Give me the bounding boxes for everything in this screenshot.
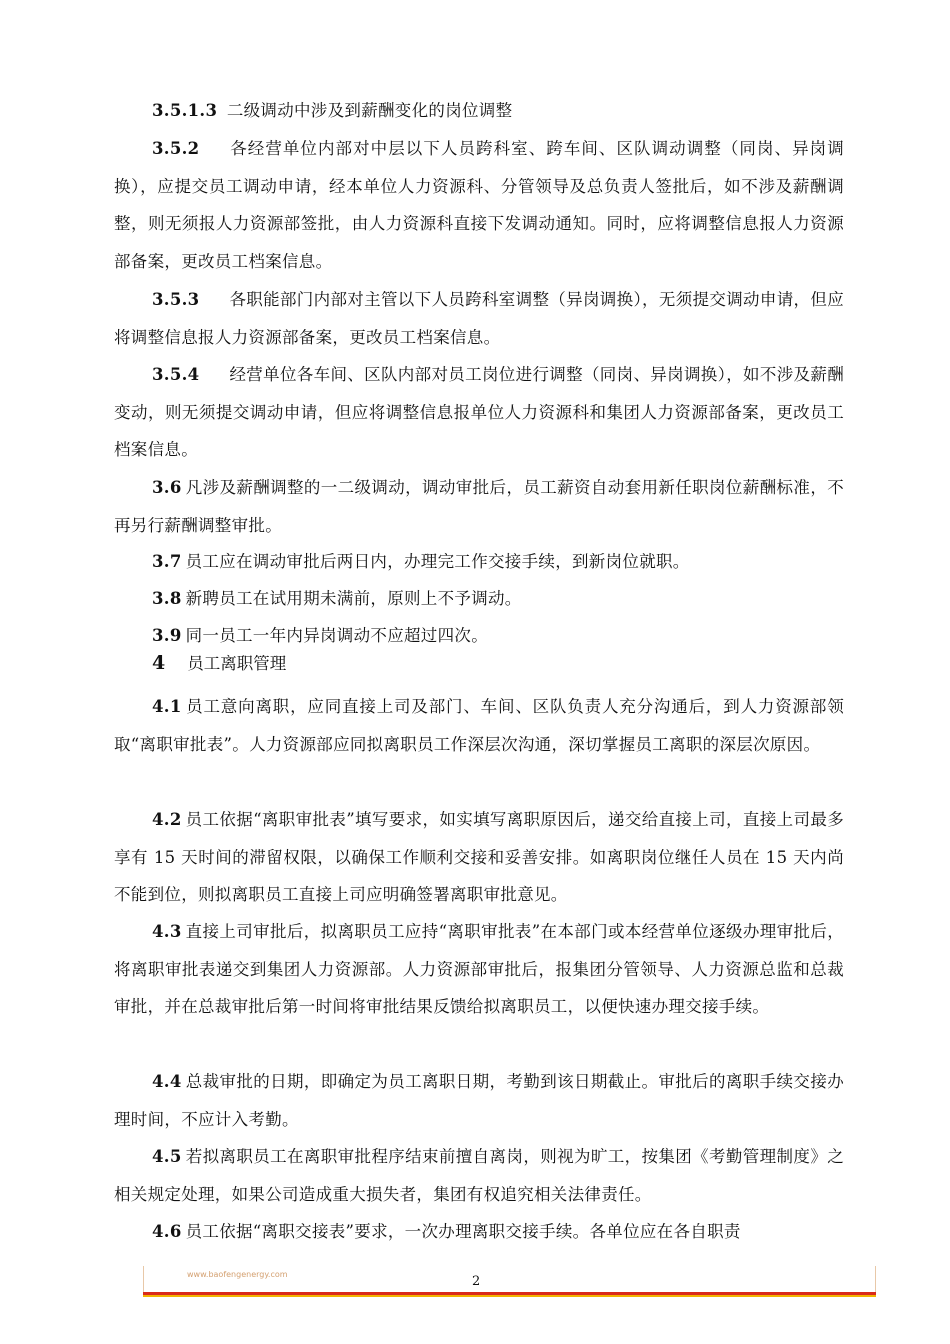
clause-3-8	[114, 580, 844, 618]
clause-number: 3.7	[152, 552, 182, 571]
clause-text: 总裁审批的日期，即确定为员工离职日期，考勤到该日期截止。审批后的离职手续交接办理时间，不应计入考勤。	[114, 1072, 844, 1129]
clause-text: 经营单位各车间、区队内部对员工岗位进行调整（同岗、异岗调换），如不涉及薪酬变动，则无须提交调动申请，但应将调整信息报单位人力资源科和集团人力资源部备案，更改员工档案信息。	[114, 365, 844, 459]
clause-text: 若拟离职员工在离职审批程序结束前擅自离岗，则视为旷工，按集团《考勤管理制度》之相关规定处理，如果公司造成重大损失者，集团有权追究相关法律责任。	[114, 1147, 844, 1204]
clause-number: 4.4	[152, 1072, 182, 1091]
clause-4-5	[114, 1138, 844, 1213]
clause-number: 3.5.3	[152, 290, 200, 309]
footer-divider	[143, 1266, 144, 1292]
clause-4-3	[114, 913, 844, 1026]
clause-4-4	[114, 1063, 844, 1138]
section-heading	[152, 648, 286, 679]
clause-number: 4.5	[152, 1147, 182, 1166]
page-number: 2	[472, 1274, 481, 1289]
clause-4-2	[114, 801, 844, 914]
clause-number: 3.5.2	[152, 139, 200, 158]
footer-rule-orange	[143, 1295, 876, 1297]
clause-text: 员工意向离职，应同直接上司及部门、车间、区队负责人充分沟通后，到人力资源部领取“离职审批表”。人力资源部应同拟离职员工作深层次沟通，深切掌握员工离职的深层次原因。	[114, 697, 844, 754]
clause-text: 新聘员工在试用期未满前，原则上不予调动。	[185, 589, 522, 608]
clause-number: 4.3	[152, 922, 182, 941]
section-title: 员工离职管理	[187, 654, 287, 673]
clause-number: 3.6	[152, 478, 182, 497]
footer-website: www.baofengenergy.com	[187, 1270, 288, 1279]
clause-text: 员工依据“离职交接表”要求，一次办理离职交接手续。各单位应在各自职责	[185, 1222, 741, 1241]
clause-text: 凡涉及薪酬调整的一二级调动，调动审批后，员工薪资自动套用新任职岗位薪酬标准，不再另行薪酬调整审批。	[114, 478, 844, 535]
clause-number: 3.5.4	[152, 365, 200, 384]
clause-3-5-3	[114, 281, 844, 356]
clause-text: 各职能部门内部对主管以下人员跨科室调整（异岗调换），无须提交调动申请，但应将调整信息报人力资源部备案，更改员工档案信息。	[114, 290, 844, 347]
clause-3-5-4	[114, 356, 844, 469]
clause-3-5-2	[114, 130, 844, 280]
clause-3-7	[114, 543, 844, 581]
clause-number: 3.8	[152, 589, 182, 608]
clause-number: 4.2	[152, 810, 182, 829]
clause-text: 各经营单位内部对中层以下人员跨科室、跨车间、区队调动调整（同岗、异岗调换），应提交员工调动申请，经本单位人力资源科、分管领导及总负责人签批后，如不涉及薪酬调整，则无须报人力资源部签批，由人力资源科直接下发调动通知。同时，应将调整信息报人力资源部备案，更改员工档案信息。	[114, 139, 844, 271]
footer-divider	[875, 1266, 876, 1292]
clause-4-6	[114, 1213, 844, 1251]
clause-number: 4.1	[152, 697, 182, 716]
clause-4-1	[114, 688, 844, 763]
page-footer	[143, 1266, 876, 1300]
clause-number: 3.9	[152, 626, 182, 645]
clause-number: 3.5.1.3	[152, 101, 218, 120]
clause-text: 同一员工一年内异岗调动不应超过四次。	[185, 626, 489, 645]
clause-text: 员工应在调动审批后两日内，办理完工作交接手续，到新岗位就职。	[185, 552, 690, 571]
clause-text: 员工依据“离职审批表”填写要求，如实填写离职原因后，递交给直接上司，直接上司最多享有 15 天时间的滞留权限，以确保工作顺利交接和妥善安排。如离职岗位继任人员在 15 天内尚不能到位，则拟离职员工直接上司应明确签署离职审批意见。	[114, 810, 844, 904]
clause-number: 4.6	[152, 1222, 182, 1241]
clause-text: 二级调动中涉及到薪酬变化的岗位调整	[226, 101, 513, 120]
section-number: 4	[152, 652, 166, 674]
clause-3-6	[114, 469, 844, 544]
clause-3-5-1-3	[114, 92, 844, 130]
clause-text: 直接上司审批后，拟离职员工应持“离职审批表”在本部门或本经营单位逐级办理审批后，将离职审批表递交到集团人力资源部。人力资源部审批后，报集团分管领导、人力资源总监和总裁审批，并在总裁审批后第一时间将审批结果反馈给拟离职员工，以便快速办理交接手续。	[114, 922, 844, 1016]
